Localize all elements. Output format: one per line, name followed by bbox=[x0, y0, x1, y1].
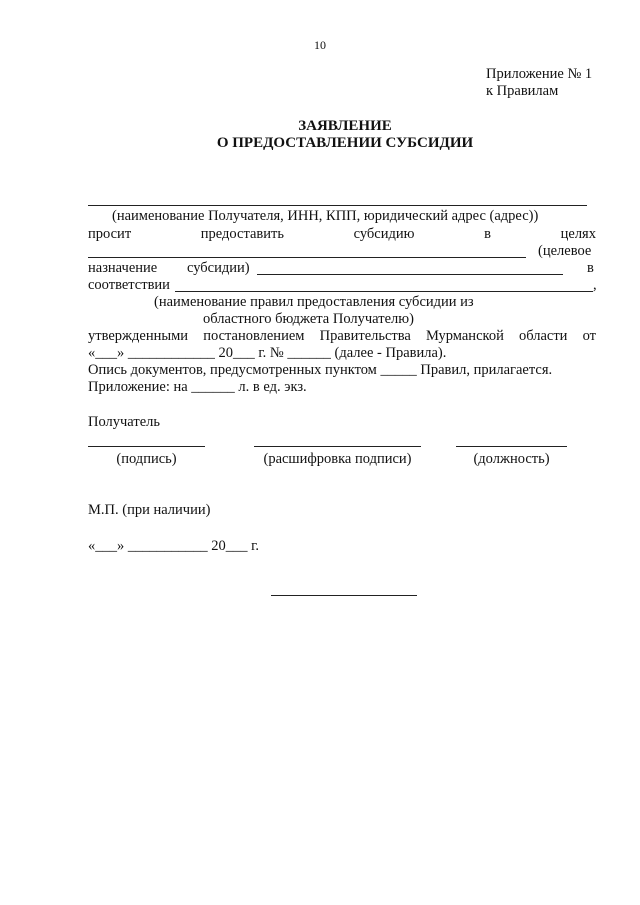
purpose-word: назначение bbox=[88, 260, 158, 276]
requests-line bbox=[88, 226, 596, 243]
inventory-line: Опись документов, предусмотренных пунктом _____ Правил, прилагается. bbox=[88, 362, 553, 378]
attachment-line: Приложение: на ______ л. в ед. экз. bbox=[88, 379, 307, 395]
purpose-fill-line bbox=[257, 274, 563, 275]
purpose-word: в bbox=[587, 260, 594, 276]
resolution-date-line: «___» ____________ 20___ г. № ______ (далее - Правила). bbox=[88, 345, 447, 361]
approved-word: Мурманской bbox=[425, 328, 504, 344]
document-title: ЗАЯВЛЕНИЕ bbox=[298, 118, 392, 134]
appendix-line-2: к Правилам bbox=[486, 83, 559, 99]
purpose-line bbox=[88, 257, 526, 258]
approved-word: области bbox=[518, 328, 568, 344]
approved-word: постановлением bbox=[203, 328, 305, 344]
position-caption: (должность) bbox=[473, 451, 550, 467]
end-divider bbox=[271, 595, 417, 596]
accordance-comma: , bbox=[593, 277, 597, 293]
bottom-date: «___» ___________ 20___ г. bbox=[88, 538, 260, 554]
signature-caption: (подпись) bbox=[116, 451, 177, 467]
approved-word: утвержденными bbox=[88, 328, 189, 344]
page-number: 10 bbox=[314, 38, 326, 52]
signature-decode-line bbox=[254, 446, 421, 447]
signature-decode-caption: (расшифровка подписи) bbox=[263, 451, 412, 467]
approved-line bbox=[88, 328, 596, 345]
requests-word: предоставить bbox=[200, 226, 284, 242]
recipient-name-line bbox=[88, 205, 587, 206]
requests-word: в bbox=[484, 226, 491, 242]
accordance-word: соответствии bbox=[88, 277, 170, 293]
requests-word: целях bbox=[560, 226, 596, 242]
recipient-caption: (наименование Получателя, ИНН, КПП, юридический адрес (адрес)) bbox=[112, 208, 539, 224]
document-subtitle: О ПРЕДОСТАВЛЕНИИ СУБСИДИИ bbox=[216, 135, 474, 151]
stamp-label: М.П. (при наличии) bbox=[88, 502, 211, 518]
rules-caption-line-2: областного бюджета Получателю) bbox=[203, 311, 414, 327]
accordance-fill-line bbox=[175, 291, 593, 292]
requests-word: субсидию bbox=[353, 226, 415, 242]
approved-word: от bbox=[582, 328, 596, 344]
rules-caption-line-1: (наименование правил предоставления субсидии из bbox=[154, 294, 474, 310]
purpose-tail: (целевое bbox=[538, 243, 592, 259]
appendix-line-1: Приложение № 1 bbox=[486, 66, 593, 82]
position-line bbox=[456, 446, 567, 447]
requests-word: просит bbox=[88, 226, 132, 242]
approved-word: Правительства bbox=[319, 328, 411, 344]
signature-line bbox=[88, 446, 205, 447]
purpose-word: субсидии) bbox=[187, 260, 250, 276]
recipient-label: Получатель bbox=[88, 414, 160, 430]
